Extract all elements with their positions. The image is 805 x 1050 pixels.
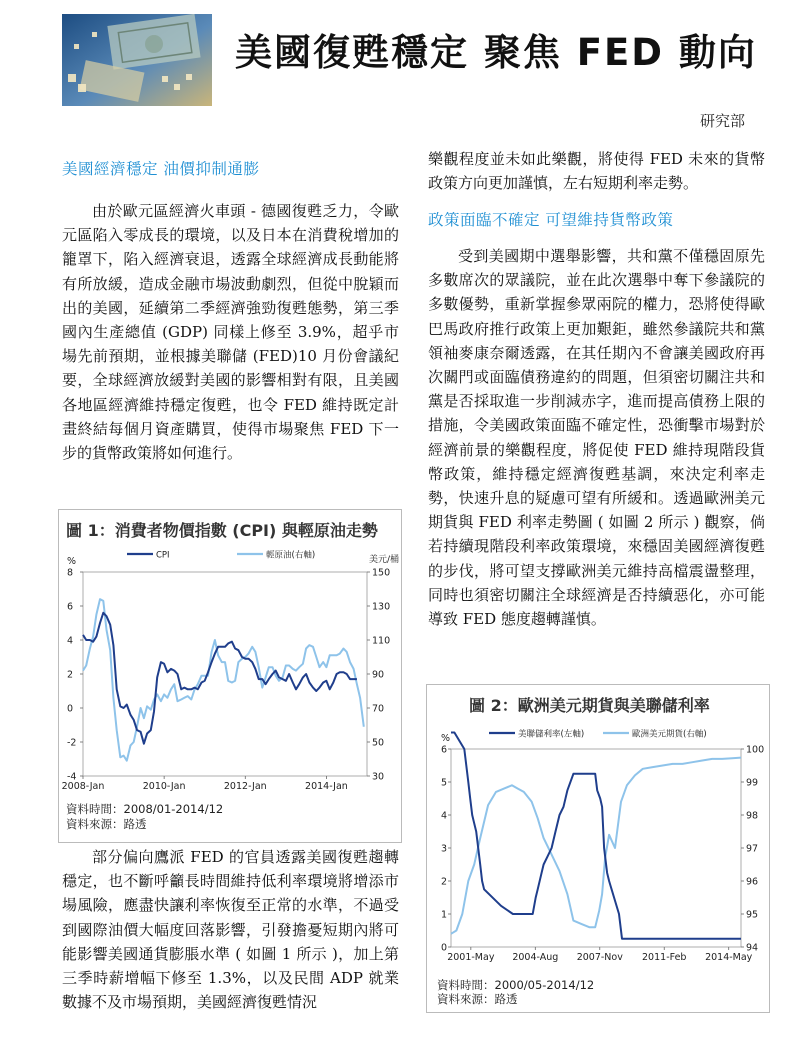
series-line [83,613,357,744]
series-line [451,733,741,939]
figure-1-panel [58,509,402,843]
y-tick-label: -2 [67,737,77,749]
y2-tick-label: 98 [746,810,759,822]
y-tick-label: 3 [441,843,448,855]
x-tick-label: 2012-Jan [223,781,267,792]
legend-label: CPI [156,550,170,561]
y2-axis-unit: 美元/桶 [369,555,400,565]
y2-tick-label: 100 [746,744,765,756]
x-tick-label: 2014-May [705,952,753,963]
legend-label: 歐洲美元期貨(右軸) [632,729,707,740]
section-heading-policy: 政策面臨不確定 可望維持貨幣政策 [428,211,674,229]
y2-tick-label: 97 [746,843,759,855]
x-tick-label: 2008-Jan [61,781,105,792]
figure-1-title: 圖 1：消費者物價指數 (CPI) 與輕原油走勢 [66,521,378,540]
figure-2-data-source: 資料來源：路透 [437,992,518,1006]
y-tick-label: 4 [441,810,448,822]
y2-tick-label: 130 [372,601,391,613]
figure-1-chart [59,544,401,798]
x-tick-label: 2011-Feb [642,952,687,963]
figure-2-panel [426,684,770,1013]
y2-tick-label: 150 [372,567,391,579]
legend-label: 美聯儲利率(左軸) [518,729,585,740]
figure-2-chart [427,721,769,971]
header-banner-image [62,14,212,106]
figure-1-data-source: 資料來源：路透 [66,817,147,831]
y-tick-label: 8 [67,567,74,579]
y2-tick-label: 30 [372,771,385,783]
legend-label: 輕原油(右軸) [266,550,316,561]
x-tick-label: 2004-Aug [512,952,559,963]
y-axis-unit: % [441,733,451,744]
section-heading-economy: 美國經濟穩定 油價抑制通膨 [62,160,260,178]
y-tick-label: 5 [441,777,448,789]
page-title: 美國復甦穩定 聚焦 FED 動向 [235,31,757,74]
y-tick-label: 2 [67,669,74,681]
y-tick-label: 2 [441,876,448,888]
y-tick-label: 6 [67,601,74,613]
y2-tick-label: 96 [746,876,759,888]
y-tick-label: -4 [67,771,77,783]
body-paragraph-continued: 樂觀程度並未如此樂觀，將使得 FED 未來的貨幣政策方向更加謹慎，左右短期利率走勢。 [428,150,765,193]
y-axis-unit: % [67,556,77,567]
y-tick-label: 1 [441,909,448,921]
x-tick-label: 2010-Jan [142,781,186,792]
x-tick-label: 2001-May [447,952,495,963]
y2-tick-label: 99 [746,777,759,789]
x-tick-label: 2014-Jan [305,781,348,792]
y2-tick-label: 110 [372,635,391,647]
y2-tick-label: 50 [372,737,385,749]
body-paragraph: 由於歐元區經濟火車頭 - 德國復甦乏力，令歐元區陷入零成長的環境，以及日本在消費稅增加的籠罩下，陷入經濟衰退，透露全球經濟成長動能將有所放緩，造成金融市場波動劇烈，但從中脫穎而出的美國，延續第二季經濟強勁復甦態勢，第三季國內生產總值 (GDP) 同樣上修至 3.9%，超乎市場先前預期，並根據美聯儲 (FED)10 月份會議紀要，全球經濟放緩對美國的影響相對有限，且美國各地區經濟維持穩定復甦，也令 FED 維持既定計畫終結每個月資產購買，使得市場聚焦 FED 下一步的貨幣政策將如何進行。 [62,202,399,463]
y-tick-label: 0 [441,942,448,954]
y2-tick-label: 94 [746,942,759,954]
y-tick-label: 4 [67,635,74,647]
plot-frame [83,572,367,776]
x-tick-label: 2007-Nov [576,952,623,963]
y2-tick-label: 90 [372,669,385,681]
y-tick-label: 6 [441,744,448,756]
y2-tick-label: 70 [372,703,385,715]
body-paragraph: 受到美國期中選舉影響，共和黨不僅穩固原先多數席次的眾議院，並在此次選舉中奪下參議院的多數優勢，重新掌握參眾兩院的權力，恐將使得歐巴馬政府推行政策上更加艱鉅，雖然參議院共和黨領袖麥康奈爾透露，在其任期內不會讓美國政府再次關門或面臨債務違約的問題，但須密切關注共和黨是否採取進一步削減赤字，進而提高債務上限的措施，令美國政策面臨不確定性，恐衝擊市場對於經濟前景的樂觀程度，將促使 FED 維持現階段貨幣政策，維持穩定經濟復甦基調，來決定利率走勢，快速升息的疑慮可望有所緩和。透過歐洲美元期貨與 FED 利率走勢圖 ( 如圖 2 所示 ) 觀察，倘若持續現階段利率政策環境，來穩固美國經濟復甦的步伐，將可望支撐歐洲美元維持高檔震盪整理，同時也須密切關注全球經濟是否持續惡化，亦可能導致 FED 態度趨轉謹慎。 [428,247,765,629]
y-tick-label: 0 [67,703,74,715]
author-label: 研究部 [700,112,746,130]
figure-2-data-time: 資料時間：2000/05-2014/12 [437,978,595,992]
y2-tick-label: 95 [746,909,759,921]
body-paragraph: 部分偏向鷹派 FED 的官員透露美國復甦趨轉穩定，也不斷呼籲長時間維持低利率環境將增添市場風險，應盡快讓利率恢復至正常的水準，不過受到國際油價大幅度回落影響，引發擔憂短期內將可能影響美國通貨膨脹水準 ( 如圖 1 所示 )，加上第三季時薪增幅下修至 1.3%，以及民間 ADP 就業數據不及市場預期，美國經濟復甦情況 [62,848,399,1012]
figure-2-title: 圖 2：歐洲美元期貨與美聯儲利率 [469,696,710,715]
figure-1-data-time: 資料時間：2008/01-2014/12 [66,802,224,816]
series-line [83,599,364,761]
